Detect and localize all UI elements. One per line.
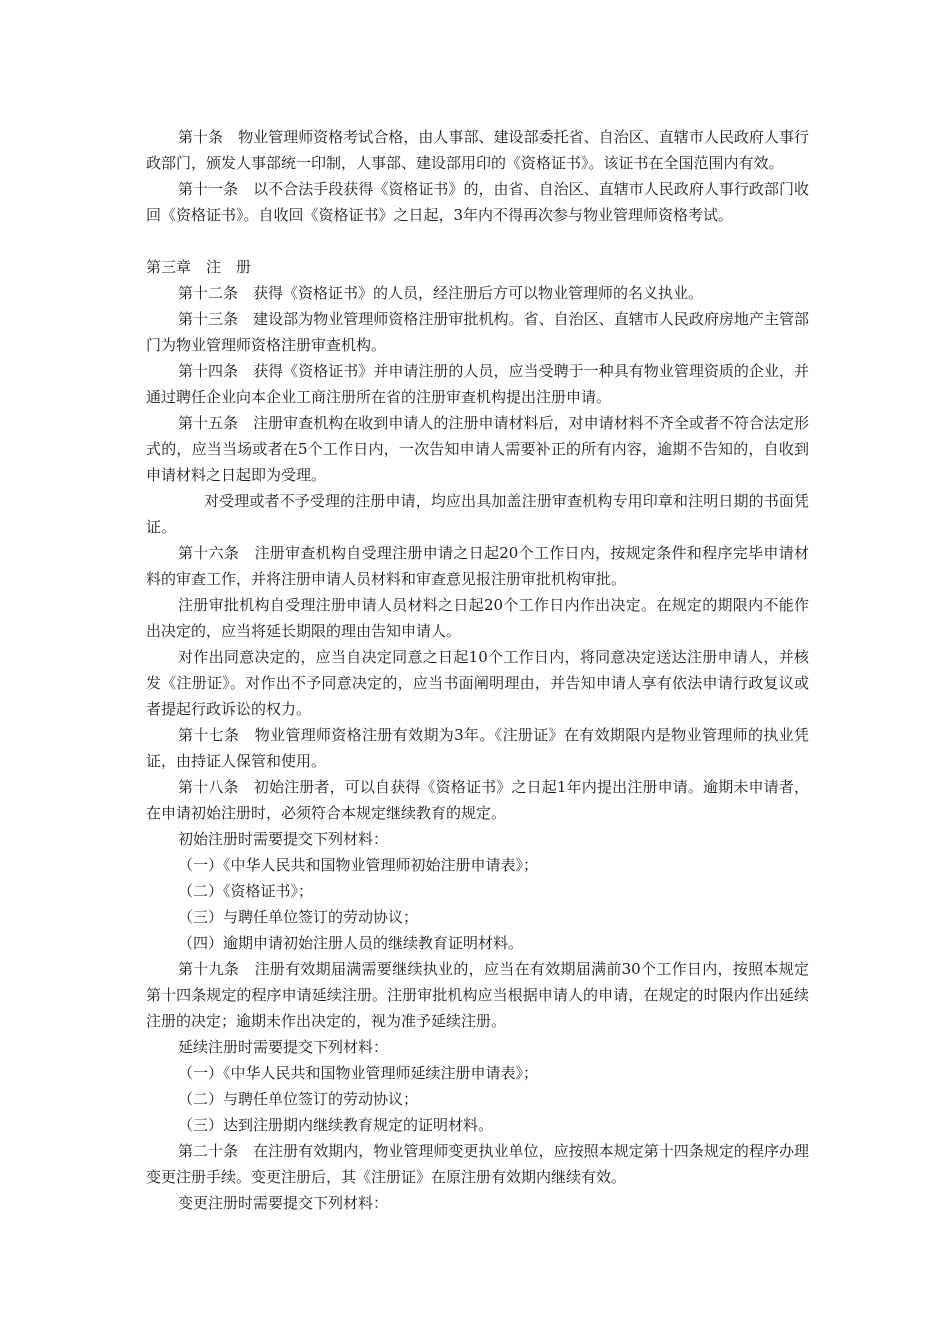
- paragraph: 第十五条 注册审查机构在收到申请人的注册申请材料后，对申请材料不齐全或者不符合法定形式的，应当当场或者在5个工作日内，一次告知申请人需要补正的所有内容，逾期不告知的，自收到申请材料之日起即为受理。: [146, 414, 809, 484]
- list-item: （二）与聘任单位签订的劳动协议；: [178, 1090, 419, 1108]
- list-item: （一）《中华人民共和国物业管理师延续注册申请表》；: [178, 1064, 539, 1082]
- paragraph: 第十一条 以不合法手段获得《资格证书》的，由省、自治区、直辖市人民政府人事行政部门收回《资格证书》。自收回《资格证书》之日起，3年内不得再次参与物业管理师资格考试。: [146, 180, 809, 224]
- document-body: [146, 124, 809, 1216]
- paragraph: 注册审批机构自受理注册申请人员材料之日起20个工作日内作出决定。在规定的期限内不能作出决定的，应当将延长期限的理由告知申请人。: [146, 596, 809, 640]
- list-item: （三）达到注册期内继续教育规定的证明材料。: [178, 1116, 494, 1134]
- paragraph: 第十七条 物业管理师资格注册有效期为3年。《注册证》在有效期限内是物业管理师的执业凭证，由持证人保管和使用。: [146, 726, 809, 770]
- paragraph: 第二十条 在注册有效期内，物业管理师变更执业单位，应按照本规定第十四条规定的程序办理变更注册手续。变更注册后，其《注册证》在原注册有效期内继续有效。: [146, 1142, 809, 1186]
- list-item: （四）逾期申请初始注册人员的继续教育证明材料。: [178, 934, 524, 952]
- list-item: （三）与聘任单位签订的劳动协议；: [178, 908, 419, 926]
- paragraph: 第十四条 获得《资格证书》并申请注册的人员，应当受聘于一种具有物业管理资质的企业，并通过聘任企业向本企业工商注册所在省的注册审查机构提出注册申请。: [146, 362, 809, 406]
- paragraph: 第十九条 注册有效期届满需要继续执业的，应当在有效期届满前30个工作日内，按照本规定第十四条规定的程序申请延续注册。注册审批机构应当根据申请人的申请，在规定的时限内作出延续注册的决定；逾期未作出决定的，视为准予延续注册。: [146, 960, 809, 1030]
- paragraph: 第十条 物业管理师资格考试合格，由人事部、建设部委托省、自治区、直辖市人民政府人事行政部门，颁发人事部统一印制，人事部、建设部用印的《资格证书》。该证书在全国范围内有效。: [146, 128, 809, 172]
- paragraph: 对受理或者不予受理的注册申请，均应出具加盖注册审查机构专用印章和注明日期的书面凭证。: [146, 492, 809, 536]
- chapter-heading: 第三章 注 册: [146, 258, 252, 276]
- paragraph: 第十八条 初始注册者，可以自获得《资格证书》之日起1年内提出注册申请。逾期未申请者，在申请初始注册时，必须符合本规定继续教育的规定。: [146, 778, 809, 822]
- paragraph: 变更注册时需要提交下列材料：: [178, 1194, 389, 1212]
- paragraph: 第十三条 建设部为物业管理师资格注册审批机构。省、自治区、直辖市人民政府房地产主管部门为物业管理师资格注册审查机构。: [146, 310, 809, 354]
- list-item: （二）《资格证书》；: [178, 882, 314, 900]
- blank-line: [146, 228, 809, 254]
- paragraph: 对作出同意决定的，应当自决定同意之日起10个工作日内，将同意决定送达注册申请人，并核发《注册证》。对作出不予同意决定的，应当书面阐明理由，并告知申请人享有依法申请行政复议或者提起行政诉讼的权力。: [146, 648, 809, 718]
- paragraph: 初始注册时需要提交下列材料：: [178, 830, 389, 848]
- paragraph: 第十六条 注册审查机构自受理注册申请之日起20个工作日内，按规定条件和程序完毕申请材料的审查工作，并将注册申请人员材料和审查意见报注册审批机构审批。: [146, 544, 809, 588]
- paragraph: 第十二条 获得《资格证书》的人员，经注册后方可以物业管理师的名义执业。: [178, 284, 704, 302]
- paragraph: 延续注册时需要提交下列材料：: [178, 1038, 389, 1056]
- list-item: （一）《中华人民共和国物业管理师初始注册申请表》；: [178, 856, 539, 874]
